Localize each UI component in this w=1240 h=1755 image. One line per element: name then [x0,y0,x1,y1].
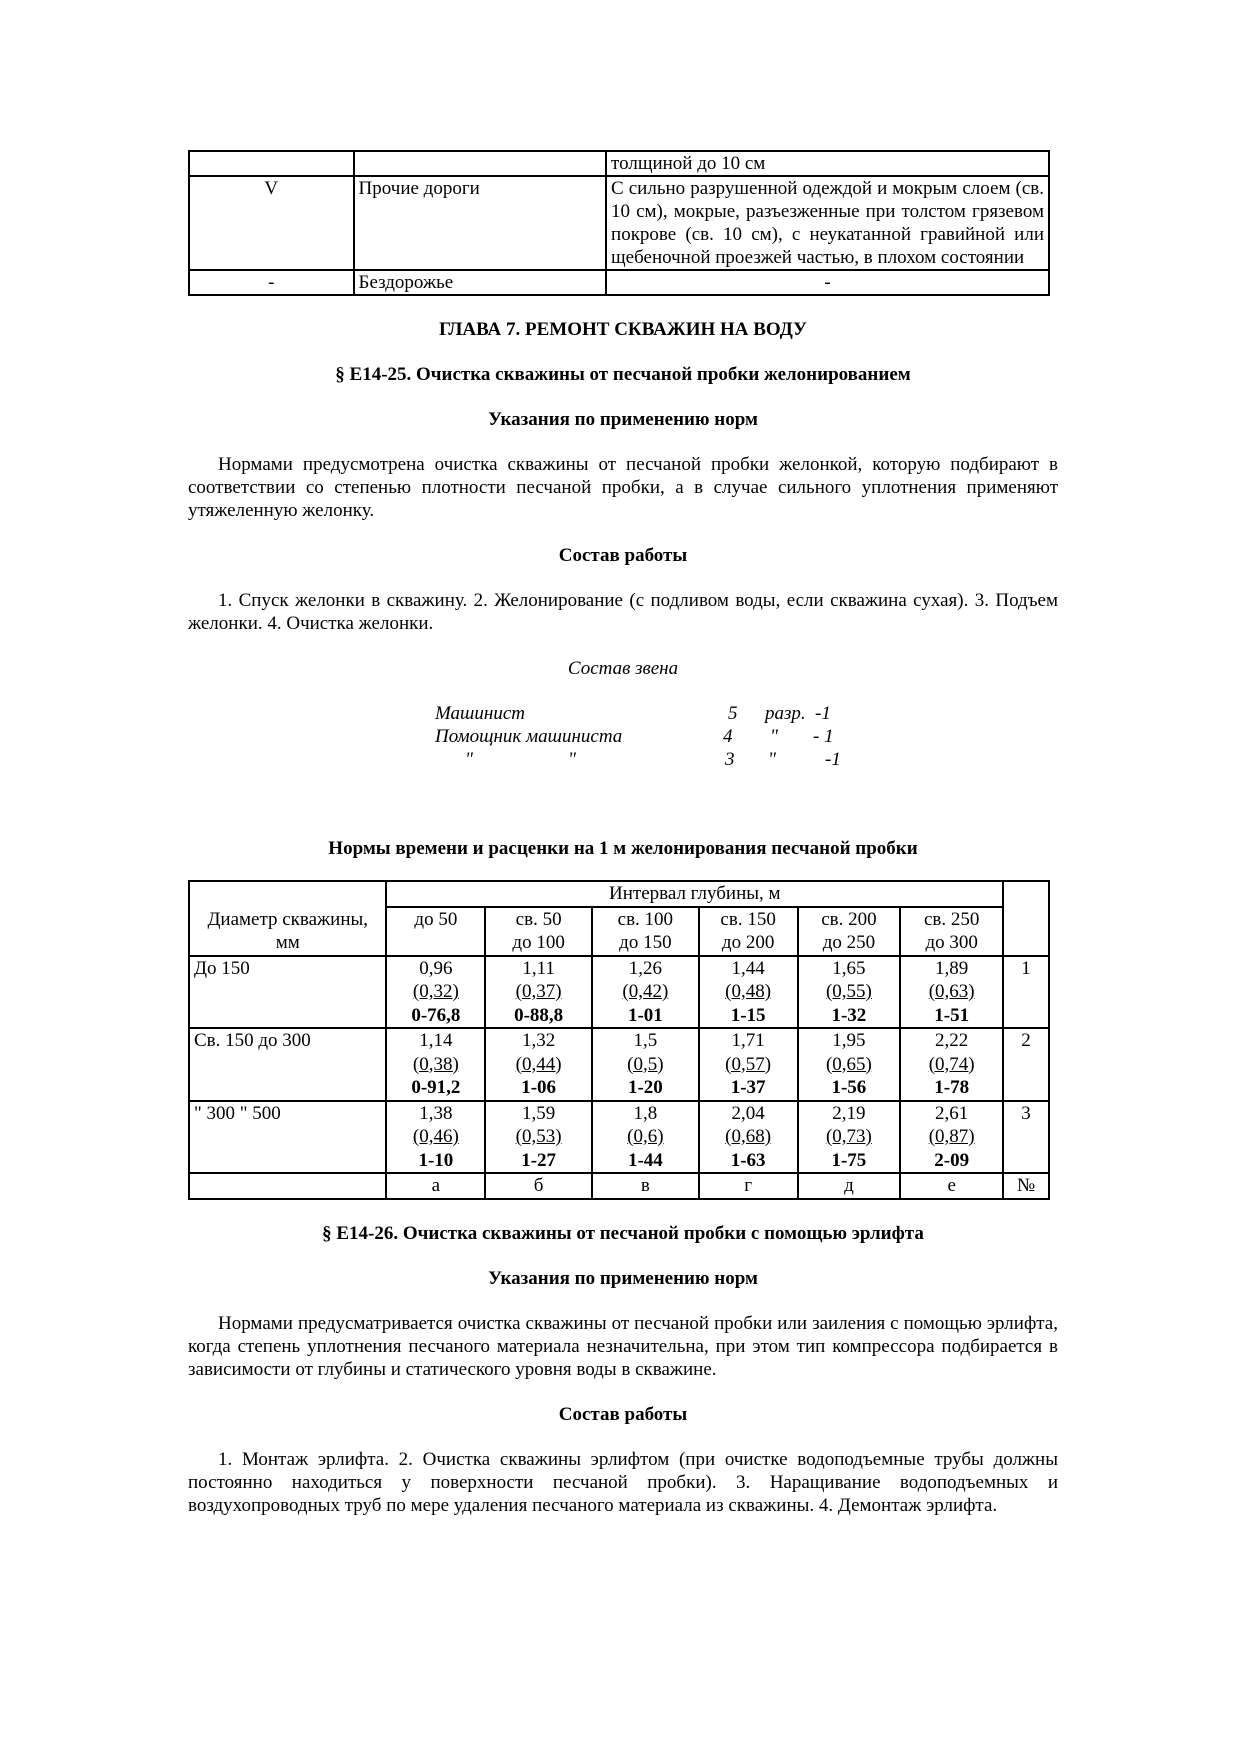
roads-cell-description: толщиной до 10 см [606,151,1049,176]
column-header-line: св. 50 [515,908,562,930]
norm-paren: (0,37) [515,981,562,1002]
crew-role: " " [465,749,576,770]
section-25-instructions-text: Нормами предусмотрена очистка скважины от песчаной пробки желонкой, которую подбирают в соответствии со степенью плотности песчаной пробки, а в случае сильного уплотнения применяют утяжеленную желонку. [188,454,1058,521]
column-header-line: до 200 [721,932,775,953]
crew-count: -1 [825,749,841,770]
table-row [189,151,1049,176]
crew-count: - 1 [813,726,834,747]
norm-paren: (0,46) [412,1126,459,1147]
norm-norm: 2,61 [935,1102,969,1124]
norm-paren: (0,53) [515,1126,562,1147]
norm-norm: 1,26 [628,957,662,979]
norm-paren: (0,48) [725,981,772,1002]
norm-norm: 1,71 [731,1030,765,1051]
footer-empty [189,1173,386,1199]
footer-letter: б [485,1173,592,1199]
crew-unit: " [770,726,778,747]
chapter-title: ГЛАВА 7. РЕМОНТ СКВАЖИН НА ВОДУ [438,319,808,340]
norm-paren: (0,55) [825,981,872,1002]
row-header: Диаметр скважины, мм [189,881,386,956]
section-26-instructions-text: Нормами предусматривается очистка скважины от песчаной пробки или заиления с помощью эрлифта, когда степень уплотнения песчаного материала незначительна, при этом тип компрессора подбирается в зависимости от глубины и статического уровня воды в скважине. [188,1312,1058,1380]
norm-cell [485,956,592,1029]
norm-paren: (0,63) [928,981,975,1002]
footer-letter: г [699,1173,798,1199]
crew-role: Помощник машиниста [435,726,623,747]
crew-grade: 3 [725,749,735,770]
roads-cell-type: Бездорожье [354,270,607,295]
footer-letter: а [386,1173,485,1199]
interval-header: Интервал глубины, м [386,881,1003,907]
norm-norm: 2,19 [832,1102,866,1124]
norm-rate: 1-63 [730,1149,766,1171]
norm-rate: 2-09 [934,1149,970,1171]
section-25-instructions-heading: Указания по применению норм [488,409,758,430]
roads-cell-category: - [189,270,354,295]
table-row [189,270,1049,295]
norm-cell [485,1028,592,1101]
norm-paren: (0,57) [725,1053,772,1075]
diameter-label: Св. 150 до 300 [189,1028,386,1101]
norm-rate: 1-75 [831,1149,867,1171]
norm-paren: (0,32) [412,981,459,1002]
norm-cell [699,1101,798,1174]
norm-cell [592,1101,699,1174]
column-header-line: до 250 [822,932,876,953]
table-row [189,1101,1049,1174]
table-row [189,176,1049,270]
norm-cell [592,956,699,1029]
column-header-line: до 150 [619,932,672,953]
norm-norm: 2,22 [935,1030,969,1051]
section-26-work-heading: Состав работы [558,1403,688,1425]
column-header-line: до 100 [512,932,565,953]
table-footer-row [189,1173,1049,1199]
norm-norm: 1,38 [419,1102,453,1124]
norms-body [189,956,1049,1174]
norm-norm: 1,59 [522,1102,556,1124]
column-header [798,907,901,956]
column-header-line: св. 100 [617,908,674,930]
document-page [188,150,1058,1517]
column-header-line: св. 200 [821,908,877,930]
norm-rate: 1-78 [934,1077,970,1098]
norm-norm: 1,44 [731,957,765,979]
column-header-line: св. 250 [923,908,980,930]
norm-norm: 1,8 [633,1102,658,1124]
column-header [386,907,485,956]
norm-cell [798,1101,901,1174]
crew-unit: разр. [765,703,806,724]
norm-rate: 1-51 [934,1004,970,1026]
roads-table [188,150,1050,296]
section-25-title: § Е14-25. Очистка скважины от песчаной пробки желонированием [335,364,911,385]
norm-cell [386,1028,485,1101]
norm-norm: 1,89 [935,957,969,979]
number-header [1003,881,1049,956]
roads-cell-description: - [606,270,1049,295]
footer-letter: е [900,1173,1003,1199]
norm-rate: 0-91,2 [411,1077,461,1098]
row-number: 3 [1003,1101,1049,1174]
diameter-label: До 150 [189,956,386,1029]
norm-rate: 1-27 [521,1149,557,1171]
column-header [900,907,1003,956]
crew-role: Машинист [435,703,525,724]
section-26-work-text: 1. Монтаж эрлифта. 2. Очистка скважины эрлифтом (при очистке водоподъемные трубы должны постоянно находиться у поверхности песчаной пробки). 3. Наращивание водоподъемных и воздухопроводных труб по мере удаления песчаного материала из скважины. 4. Демонтаж эрлифта. [188,1448,1058,1516]
norm-cell [900,956,1003,1029]
norm-norm: 1,32 [522,1030,556,1051]
norm-rate: 0-88,8 [514,1004,564,1026]
crew-list [188,702,1058,772]
norm-paren: (0,42) [622,981,669,1002]
norm-paren: (0,87) [928,1126,975,1147]
norm-rate: 1-20 [627,1077,663,1098]
norm-cell [592,1028,699,1101]
row-number: 1 [1003,956,1049,1029]
norm-rate: 1-32 [831,1004,867,1026]
norm-cell [798,1028,901,1101]
norm-norm: 2,04 [731,1102,765,1124]
norm-cell [386,956,485,1029]
norm-paren: (0,5) [627,1053,664,1075]
norms-title: Нормы времени и расценки на 1 м желонирования песчаной пробки [328,838,918,859]
norm-paren: (0,74) [928,1053,975,1075]
norm-rate: 1-37 [730,1077,766,1098]
crew-grade: 4 [723,726,733,747]
crew-count: -1 [815,703,831,724]
norm-cell [798,956,901,1029]
norm-paren: (0,73) [825,1126,872,1147]
footer-number-sign: № [1003,1173,1049,1199]
crew-grade: 5 [728,703,738,724]
norm-rate: 1-06 [521,1077,557,1098]
norm-paren: (0,6) [627,1126,664,1147]
norm-norm: 1,65 [832,957,866,979]
section-25-work-text: 1. Спуск желонки в скважину. 2. Желонирование (с подливом воды, если скважина сухая). 3. Подъем желонки. 4. Очистка желонки. [188,590,1058,634]
diameter-label: " 300 " 500 [189,1101,386,1174]
crew-heading: Состав звена [567,658,679,679]
norm-rate: 1-56 [831,1077,867,1098]
table-header-row [189,881,1049,907]
table-row [189,956,1049,1029]
column-header-line: св. 150 [720,908,776,930]
crew-unit: " [768,749,776,770]
column-header [592,907,699,956]
norm-paren: (0,68) [725,1126,772,1147]
row-number: 2 [1003,1028,1049,1101]
column-header-line: до 300 [925,932,978,953]
norm-norm: 1,95 [832,1030,866,1051]
norm-paren: (0,65) [825,1053,872,1075]
footer-letter: в [592,1173,699,1199]
footer-letter: д [798,1173,901,1199]
section-25-work-heading: Состав работы [558,545,688,566]
roads-cell-category [189,151,354,176]
norm-cell [900,1028,1003,1101]
norm-rate: 1-10 [418,1149,454,1171]
norm-rate: 0-76,8 [411,1004,461,1026]
norm-norm: 0,96 [419,957,453,979]
column-header [699,907,798,956]
norm-paren: (0,44) [515,1053,562,1075]
norm-rate: 1-15 [730,1004,766,1026]
norm-rate: 1-44 [627,1149,663,1171]
roads-cell-description: С сильно разрушенной одеждой и мокрым слоем (св. 10 см), мокрые, разъезженные при толстом грязевом покрове (св. 10 см), с неукатанной гравийной или щебеночной проезжей частью, в плохом состоянии [606,176,1049,270]
table-row [189,1028,1049,1101]
norm-norm: 1,5 [633,1030,658,1051]
norms-table [188,880,1050,1200]
roads-cell-type: Прочие дороги [354,176,607,270]
norm-cell [900,1101,1003,1174]
roads-cell-category: V [189,176,354,270]
norm-norm: 1,11 [522,957,555,979]
norm-cell [699,956,798,1029]
norm-cell [699,1028,798,1101]
roads-cell-type [354,151,607,176]
column-header [485,907,592,956]
norm-paren: (0,38) [412,1053,459,1075]
norm-cell [386,1101,485,1174]
section-26-instructions-heading: Указания по применению норм [488,1267,758,1289]
column-header-line: до 50 [414,908,458,930]
section-26-title: § Е14-26. Очистка скважины от песчаной пробки с помощью эрлифта [322,1222,924,1244]
norm-cell [485,1101,592,1174]
norm-norm: 1,14 [419,1030,453,1051]
norm-rate: 1-01 [627,1004,663,1026]
